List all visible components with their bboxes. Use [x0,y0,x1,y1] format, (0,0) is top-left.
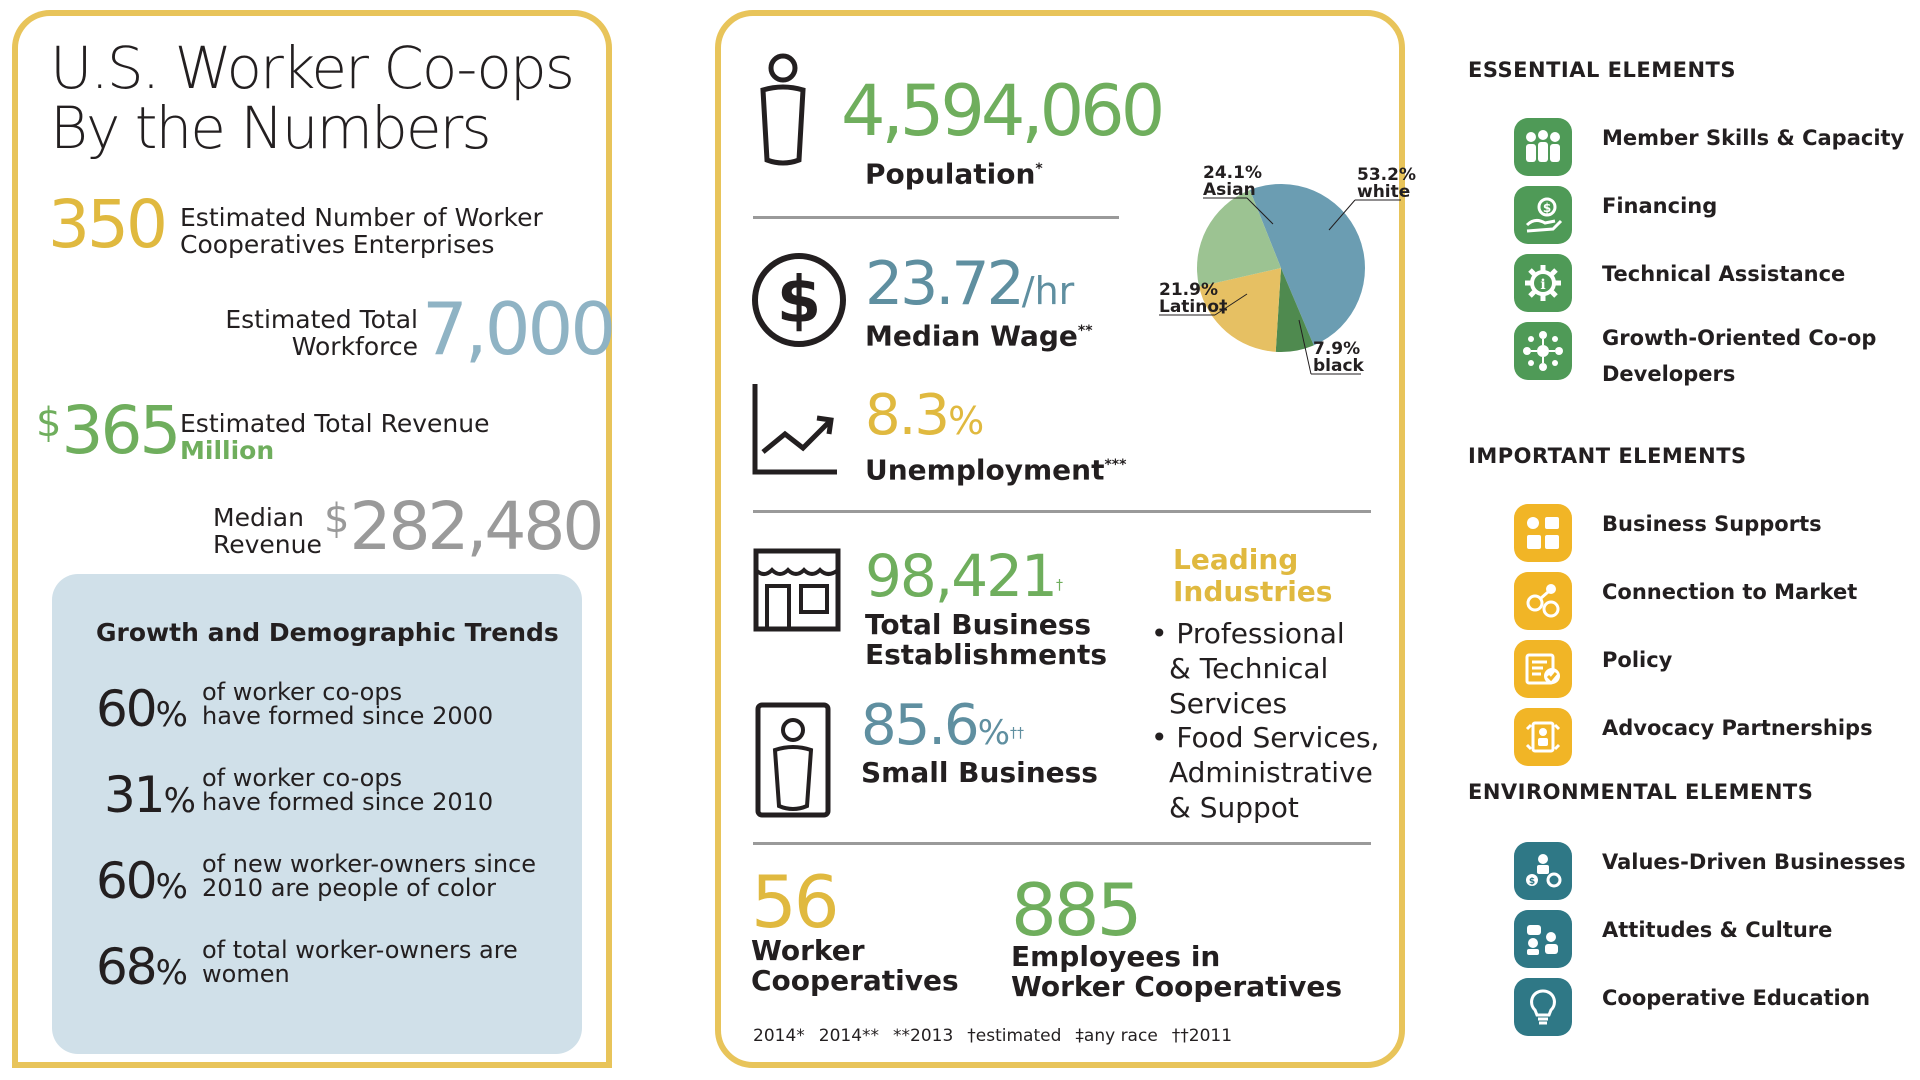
svg-text:$: $ [776,264,822,338]
trends-box [52,574,582,1054]
unemployment-mark: *** [1104,457,1127,473]
advocacy-label: Advocacy Partnerships [1602,716,1873,740]
svg-text:i: i [1540,277,1546,293]
coop-count-value: 350 [48,186,165,263]
values-driven-label: Values-Driven Businesses [1602,850,1906,874]
gear-info-icon [1514,254,1572,312]
industries-heading-line2: Industries [1173,575,1333,608]
business-supports-label: Business Supports [1602,512,1822,536]
workforce-desc [178,306,418,360]
member-skills-label: Member Skills & Capacity [1602,126,1905,150]
footnote-2: 2014** [818,1026,880,1046]
coop-count-desc-line1: Estimated Number of Worker [180,203,543,232]
trend-1-line1: of worker co-ops [202,678,403,706]
document-check-icon [1514,640,1572,698]
wage-label-text: Median Wage [865,319,1078,353]
title-line-2: By the Numbers [50,94,490,162]
divider-2 [753,510,1371,513]
wage-mark: ** [1077,323,1093,339]
coop-count-desc-line2: Cooperatives Enterprises [180,230,495,259]
trend-1-line2: have formed since 2000 [202,702,494,730]
footnote-3: **2013 [893,1026,954,1046]
trend-2-pct-symbol: % [163,781,194,821]
pie-label-white-pct: 53.2% [1357,165,1416,185]
hand-coin-icon [1514,186,1572,244]
revenue-desc-line2: Million [180,436,275,465]
population-label-text: Population [865,157,1036,191]
trend-1-desc [202,680,493,728]
coop-count-desc [180,204,543,258]
footnotes [753,1026,1232,1046]
median-revenue-desc-line1: Median [213,503,304,532]
trend-3-pct [96,852,186,912]
divider-3 [753,842,1371,845]
industry-item-2 [1151,720,1379,825]
workforce-desc-line1: Estimated Total [225,305,418,334]
wage-label [865,316,1093,351]
policy-label: Policy [1602,648,1673,672]
partnership-icon [1514,708,1572,766]
pie-label-black: black [1313,356,1364,376]
footnote-5: ‡any race [1075,1026,1158,1046]
unemployment-label [865,450,1126,485]
median-revenue-currency: $ [324,496,350,542]
coops-label-line1: Worker [751,934,865,967]
employees-value: 885 [1011,868,1140,952]
trend-2-desc [202,766,493,814]
employees-label [1011,942,1342,1002]
footnote-1: 2014* [753,1026,805,1046]
title-line-1: U.S. Worker Co-ops [50,34,573,102]
pie-label-latino: Latino‡ [1159,297,1228,317]
coops-label [751,936,959,996]
unemployment-value: 8.3 [865,383,949,448]
trend-3-line2: 2010 are people of color [202,874,496,902]
workforce-value: 7,000 [422,287,614,371]
small-business-mark: †† [1010,725,1024,742]
wage-value: 23.72 [865,249,1022,319]
storefront-icon [753,548,841,632]
pie-label-asian: Asian [1203,180,1256,200]
establishments-label-line1: Total Business [865,608,1092,641]
attitudes-culture-label: Attitudes & Culture [1602,918,1833,942]
population-label [865,154,1043,189]
revenue-value: 365 [61,392,179,469]
industry-1-line2: & Technical [1169,652,1329,685]
population-value: 4,594,060 [841,70,1162,152]
pie-label-latino-pct: 21.9% [1159,280,1218,300]
unemployment-unit: % [948,399,985,443]
technical-assistance-label: Technical Assistance [1602,262,1846,286]
trend-1-pct-value: 60 [96,680,156,738]
revenue-currency: $ [36,400,62,446]
pie-slices [1197,184,1365,352]
trend-4-line2: women [202,960,290,988]
divider-1 [753,216,1119,219]
trend-2-line1: of worker co-ops [202,764,403,792]
trend-3-desc [202,852,536,900]
network-icon [1514,322,1572,380]
page-title [50,34,573,162]
trend-2-pct [104,766,194,826]
industries-heading [1173,544,1332,608]
lightbulb-icon [1514,978,1572,1036]
establishments-label-line2: Establishments [865,638,1108,671]
median-revenue-desc-line2: Revenue [213,530,322,559]
essential-heading: ESSENTIAL ELEMENTS [1468,58,1736,82]
svg-text:$: $ [1542,201,1552,215]
financing-label: Financing [1602,194,1718,218]
small-business-unit: % [977,713,1010,753]
footnote-4: †estimated [967,1026,1062,1046]
trend-4-desc [202,938,518,986]
connection-icon [1514,572,1572,630]
middle-panel [715,10,1416,1068]
median-revenue-value: 282,480 [349,488,602,565]
pie-label-white: white [1357,182,1411,202]
population-mark: * [1035,161,1043,177]
pie-label-black-pct: 7.9% [1313,339,1361,359]
workforce-desc-line2: Workforce [291,332,418,361]
values-icon [1514,842,1572,900]
trend-1-pct-symbol: % [155,695,186,735]
trend-2-line2: have formed since 2010 [202,788,494,816]
left-panel [12,10,612,1068]
growth-developers-line1: Growth-Oriented Co-op [1602,326,1877,350]
person-icon [755,50,811,170]
trend-4-pct [96,938,186,998]
establishments-value: 98,421 [865,542,1056,610]
trend-4-pct-value: 68 [96,938,156,996]
bullet-1: • [1151,617,1177,650]
small-business-label: Small Business [861,756,1098,789]
industry-1-line3: Services [1169,687,1288,720]
trend-3-line1: of new worker-owners since [202,850,537,878]
trend-1-pct [96,680,186,740]
coops-value: 56 [751,860,837,944]
chart-line-icon [751,382,841,478]
trend-4-pct-symbol: % [155,953,186,993]
pie-label-asian-pct: 24.1% [1203,163,1262,183]
person-frame-icon [755,702,831,818]
people-icon [1514,118,1572,176]
environmental-heading: ENVIRONMENTAL ELEMENTS [1468,780,1814,804]
median-revenue-desc [213,504,322,558]
employees-label-line2: Worker Cooperatives [1011,970,1342,1003]
establishments-mark: † [1055,577,1063,594]
industry-1-line1: Professional [1176,617,1345,650]
svg-text:$: $ [1528,877,1536,887]
ethnicity-pie-chart [1131,146,1416,396]
industry-2-line2: Administrative [1169,756,1373,789]
wage-unit: /hr [1021,269,1075,313]
employees-label-line1: Employees in [1011,940,1221,973]
revenue-desc [180,410,489,464]
revenue-desc-line1: Estimated Total Revenue [180,409,490,438]
elements-column [1440,0,1920,1080]
cooperative-education-label: Cooperative Education [1602,986,1871,1010]
growth-developers-line2: Developers [1602,362,1736,386]
trends-heading: Growth and Demographic Trends [96,618,559,647]
trend-2-pct-value: 31 [104,766,164,824]
revenue-total [36,392,179,469]
industry-item-1 [1151,616,1345,721]
small-business-value: 85.6 [861,693,978,758]
coops-label-line2: Cooperatives [751,964,959,997]
industry-2-line1: Food Services, [1176,721,1380,754]
median-revenue-total [324,488,602,565]
dollar-icon [749,250,849,350]
unemployment-label-text: Unemployment [865,453,1105,487]
connection-market-label: Connection to Market [1602,580,1858,604]
blocks-icon [1514,504,1572,562]
footnote-6: ††2011 [1171,1026,1233,1046]
chat-people-icon [1514,910,1572,968]
trend-3-pct-value: 60 [96,852,156,910]
industry-2-line3: & Suppot [1169,791,1299,824]
trend-4-line1: of total worker-owners are [202,936,518,964]
trend-3-pct-symbol: % [155,867,186,907]
unemployment-value-group [865,383,985,457]
bullet-2: • [1151,721,1177,754]
growth-developers-label [1602,320,1876,392]
industries-heading-line1: Leading [1173,543,1299,576]
important-heading: IMPORTANT ELEMENTS [1468,444,1747,468]
establishments-label [865,610,1107,670]
